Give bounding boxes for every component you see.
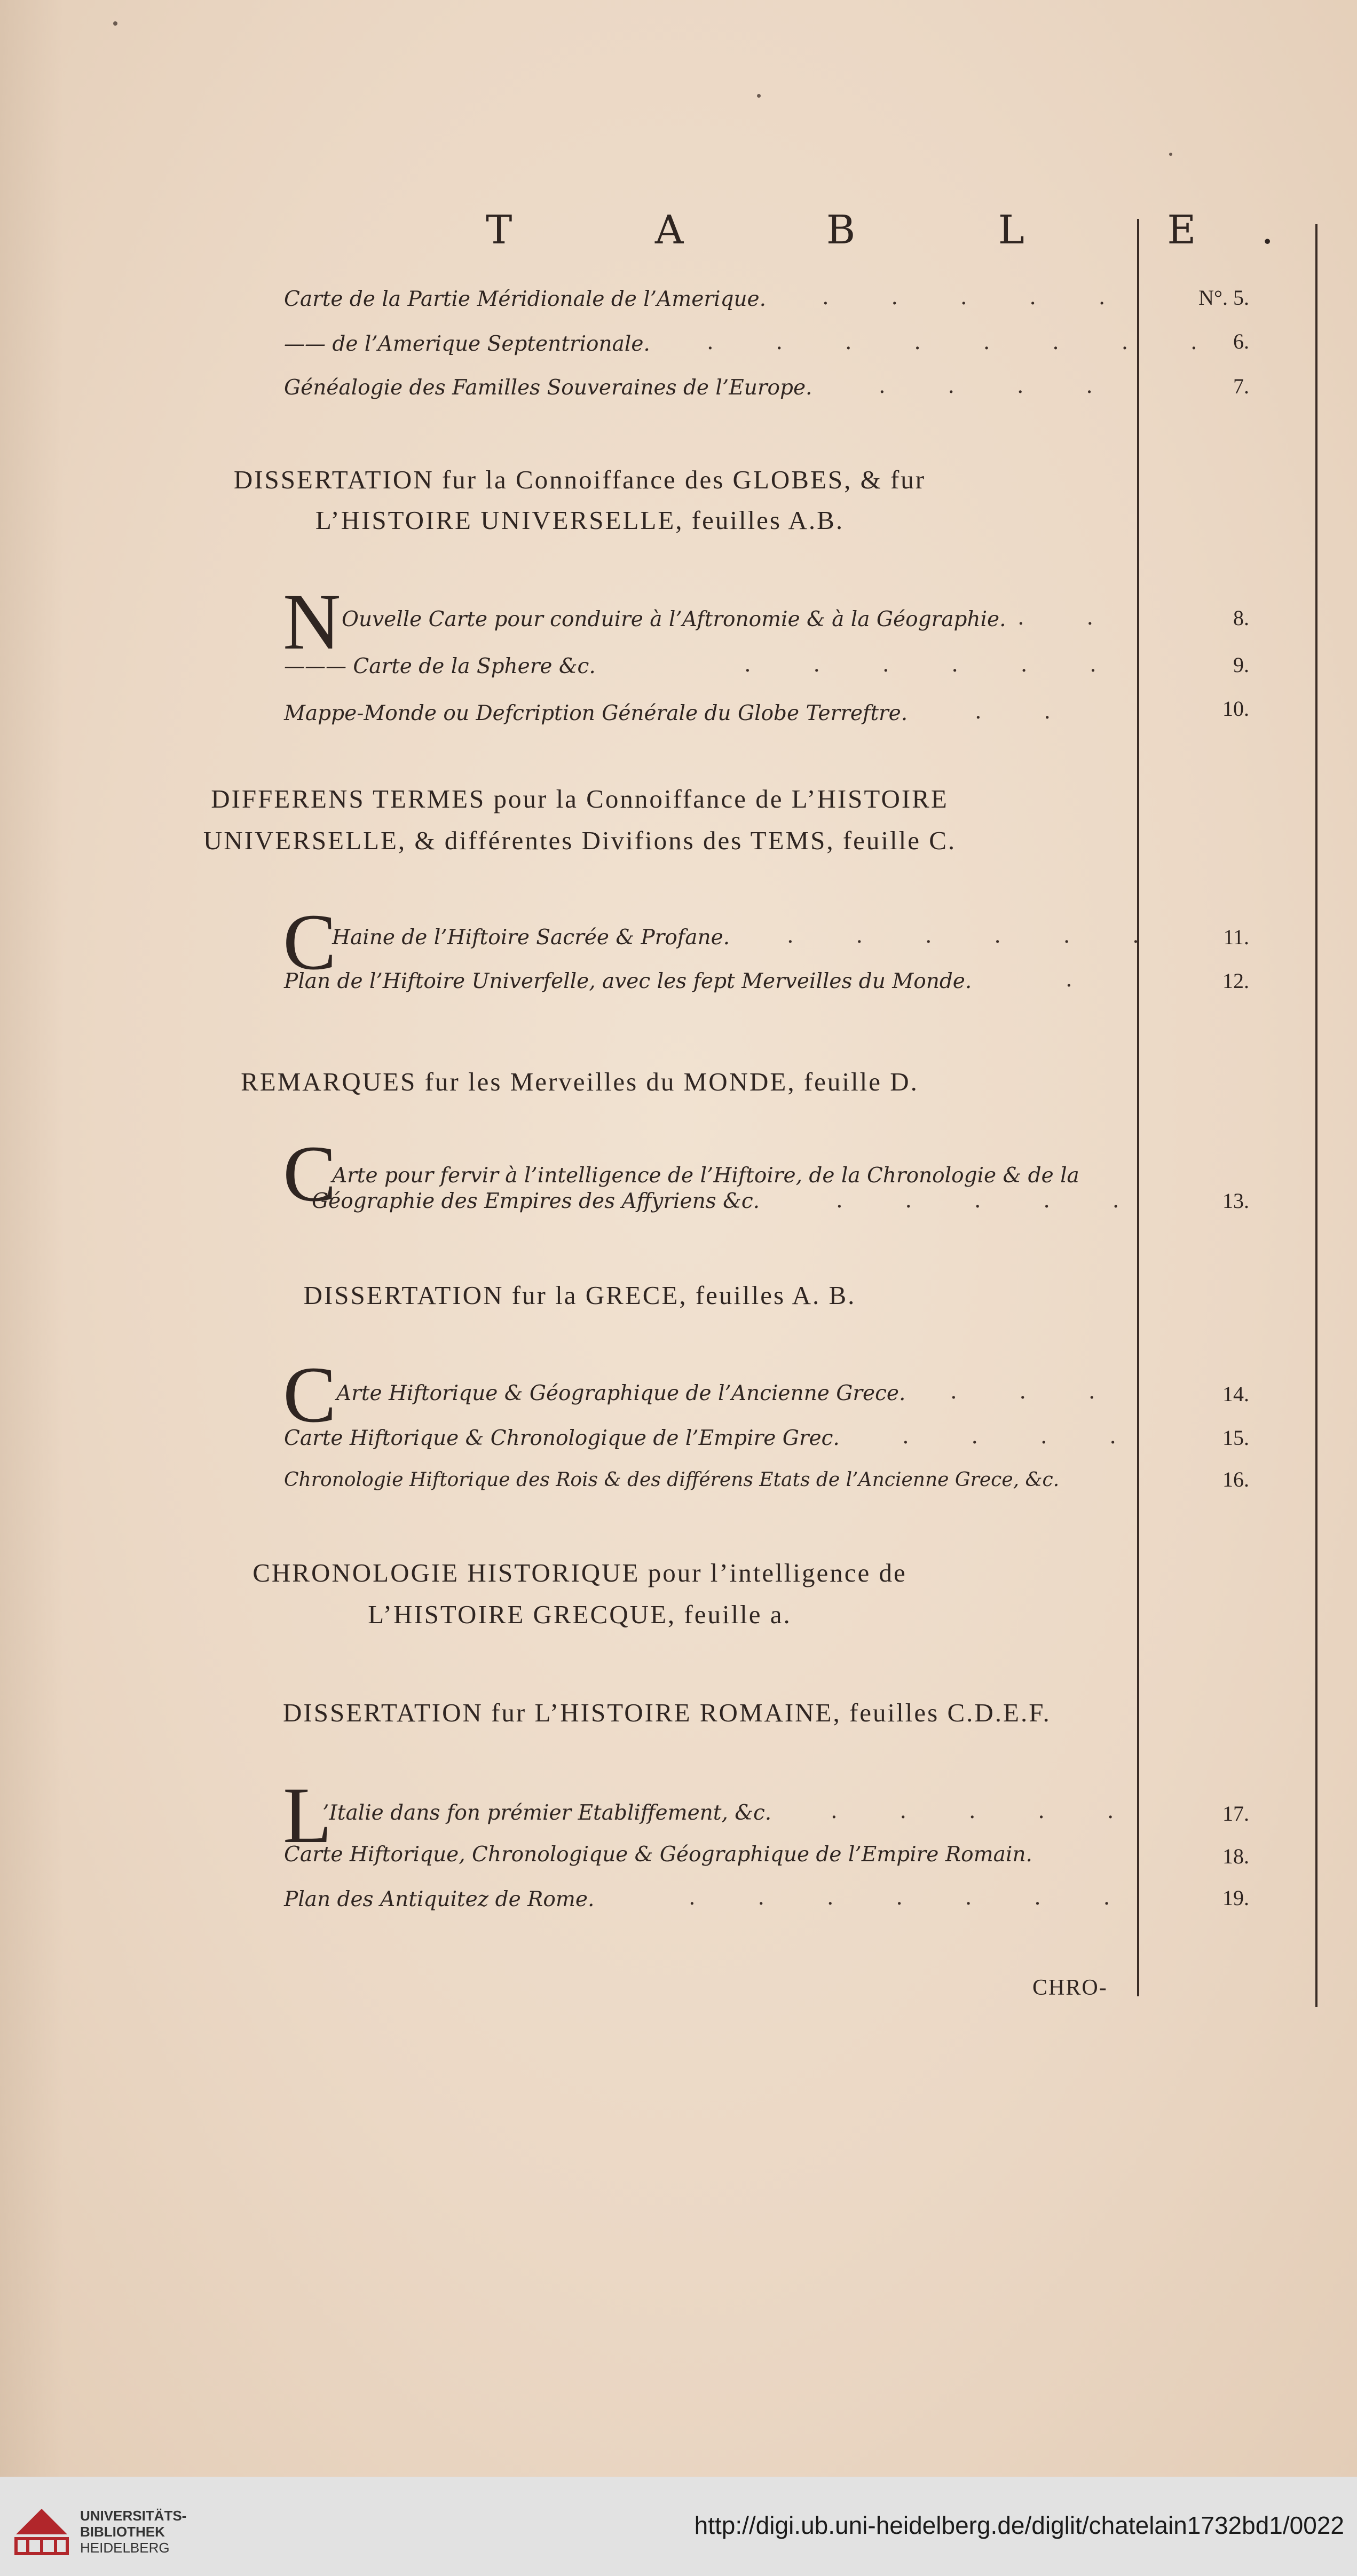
entry-text: Arte Hiftorique & Géographique de l’Ancienne Grece.: [336, 1381, 906, 1405]
entry-text: Mappe-Monde ou Defcription Générale du Globe Terreftre.: [284, 701, 908, 725]
drop-capital: N: [283, 578, 341, 666]
library-name-line: UNIVERSITÄTS-: [80, 2508, 187, 2524]
entry-number: 7.: [1233, 374, 1249, 398]
entry-number: 8.: [1233, 606, 1249, 630]
drop-capital: C: [283, 1350, 337, 1439]
entry-text: Plan de l’Hiftoire Univerfelle, avec les fept Merveilles du Monde.: [284, 969, 972, 993]
section-heading: REMARQUES fur les Merveilles du MONDE, feuille D.: [241, 1067, 919, 1096]
dot-leader: . . . . . .: [744, 652, 1124, 677]
entry-number: 10.: [1222, 697, 1249, 721]
entry-text: Arte pour fervir à l’intelligence de l’Hiftoire, de la Chronologie & de la: [332, 1164, 1079, 1188]
entry-text: ——— Carte de la Sphere &c.: [284, 654, 596, 678]
dot-leader: . .: [1017, 605, 1122, 630]
entry-number: N°. 5.: [1198, 286, 1249, 310]
entry-number: 16.: [1222, 1467, 1249, 1491]
library-name-line: BIBLIOTHEK: [80, 2524, 165, 2540]
entry-text: Ouvelle Carte pour conduire à l’Aftronomie & à la Géographie.: [342, 607, 1006, 631]
section-heading: DISSERTATION fur la Connoiffance des GLOBES, & fur: [233, 465, 926, 494]
dot-leader: . . . .: [879, 374, 1121, 398]
dot-leader: . . .: [950, 1379, 1123, 1404]
paper-speck: [757, 94, 761, 98]
entry-text: Carte Hiftorique, Chronologique & Géographique de l’Empire Romain.: [284, 1843, 1032, 1867]
section-heading: L’HISTOIRE GRECQUE, feuille a.: [368, 1600, 792, 1629]
drop-capital: C: [283, 898, 337, 986]
paper-speck: [1169, 153, 1172, 156]
permalink-url[interactable]: http://digi.ub.uni-heidelberg.de/diglit/chatelain1732bd1/0022: [694, 2511, 1344, 2539]
entry-number: 15.: [1222, 1426, 1249, 1450]
section-heading: DISSERTATION fur la GRECE, feuilles A. B.: [303, 1281, 856, 1310]
entry-number: 18.: [1222, 1844, 1249, 1868]
entry-number: 12.: [1222, 969, 1249, 993]
entry-number: 6.: [1233, 329, 1249, 353]
column-rule-right: [1315, 224, 1317, 2007]
entry-number: 14.: [1222, 1382, 1249, 1406]
catchword: CHRO-: [1032, 1976, 1108, 2000]
entry-text: ’Italie dans fon prémier Etabliffement, &c.: [322, 1801, 772, 1825]
entry-text: Chronologie Hiftorique des Rois & des différens Etats de l’Ancienne Grece, &c.: [284, 1469, 1060, 1491]
library-name-line: HEIDELBERG: [80, 2540, 170, 2556]
dot-leader: . . . . .: [836, 1188, 1147, 1213]
dot-leader: . .: [975, 699, 1079, 724]
entry-number: 19.: [1222, 1886, 1249, 1910]
page-title: T A B L E.: [486, 207, 1339, 253]
entry-text: —— de l’Amerique Septentrionale.: [284, 332, 650, 356]
entry-number: 9.: [1233, 653, 1249, 677]
dot-leader: . . . .: [902, 1424, 1145, 1449]
entry-text-continued: Géographie des Empires des Affyriens &c.: [312, 1189, 760, 1213]
column-rule-left: [1137, 219, 1139, 1996]
entry-text: Haine de l’Hiftoire Sacrée & Profane.: [332, 926, 730, 950]
dot-leader: .: [1066, 967, 1100, 992]
dot-leader: . . . . . .: [787, 923, 1167, 948]
dot-leader: . . . . . . .: [689, 1885, 1138, 1910]
entry-number: 11.: [1223, 925, 1249, 949]
entry-text: Carte de la Partie Méridionale de l’Amerique.: [284, 287, 767, 311]
section-heading: DISSERTATION fur L’HISTOIRE ROMAINE, feuilles C.D.E.F.: [283, 1698, 1051, 1727]
section-heading: UNIVERSELLE, & différentes Divifions des TEMS, feuille C.: [203, 826, 957, 855]
university-library-logo-icon: [12, 2501, 70, 2557]
entry-number: 13.: [1222, 1189, 1249, 1213]
dot-leader: . . . . .: [831, 1799, 1142, 1823]
entry-text: Généalogie des Familles Souveraines de l’Europe.: [284, 376, 812, 400]
drop-capital: L: [283, 1771, 332, 1860]
viewer-footer: [0, 2477, 1357, 2576]
section-heading: L’HISTOIRE UNIVERSELLE, feuilles A.B.: [315, 505, 845, 535]
section-heading: DIFFERENS TERMES pour la Connoiffance de L’HISTOIRE: [211, 784, 949, 813]
section-heading: CHRONOLOGIE HISTORIQUE pour l’intelligence de: [253, 1558, 907, 1587]
drop-capital: C: [283, 1129, 337, 1218]
entry-number: 17.: [1222, 1801, 1249, 1826]
entry-text: Carte Hiftorique & Chronologique de l’Empire Grec.: [284, 1426, 840, 1450]
dot-leader: . . . . .: [822, 285, 1133, 310]
dot-leader: . . . . . . . .: [707, 330, 1225, 354]
paper-speck: [113, 21, 117, 26]
entry-text: Plan des Antiquitez de Rome.: [284, 1887, 595, 1911]
library-name: [80, 2508, 186, 2556]
